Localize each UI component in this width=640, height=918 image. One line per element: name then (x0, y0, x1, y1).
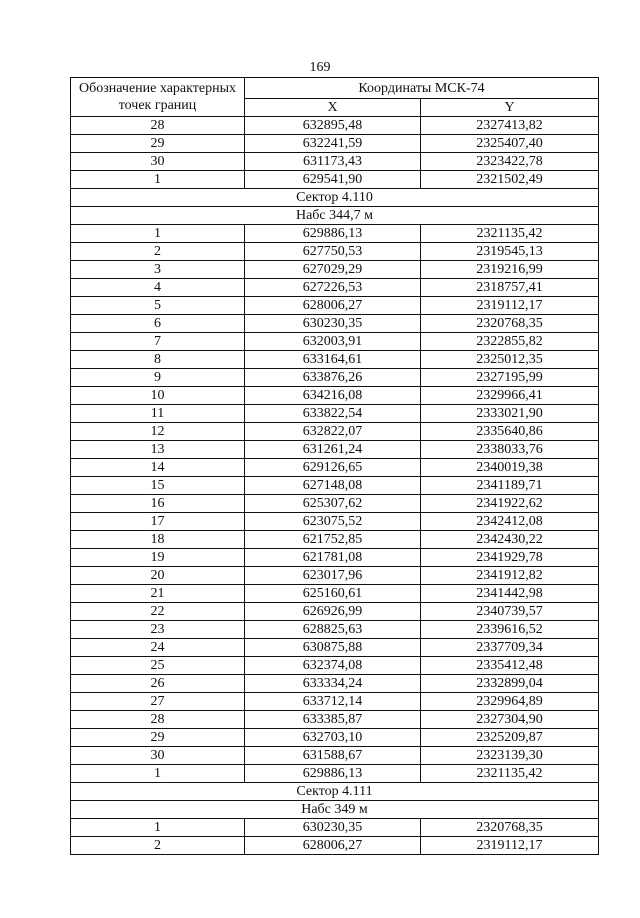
coord-y: 2325209,87 (421, 729, 599, 747)
point-number: 2 (71, 243, 245, 261)
coord-y: 2332899,04 (421, 675, 599, 693)
table-row (71, 297, 599, 315)
section-label: Сектор 4.110 (71, 189, 599, 207)
table-row (71, 477, 599, 495)
table-row (71, 135, 599, 153)
point-number: 20 (71, 567, 245, 585)
table-row (71, 333, 599, 351)
table-body (71, 117, 599, 855)
point-number: 28 (71, 711, 245, 729)
coord-y: 2320768,35 (421, 315, 599, 333)
coord-y: 2327304,90 (421, 711, 599, 729)
coord-x: 625160,61 (245, 585, 421, 603)
coord-x: 633712,14 (245, 693, 421, 711)
table-row (71, 567, 599, 585)
point-number: 24 (71, 639, 245, 657)
table-row (71, 387, 599, 405)
coord-y: 2325012,35 (421, 351, 599, 369)
coord-x: 633334,24 (245, 675, 421, 693)
coord-y: 2319112,17 (421, 837, 599, 855)
point-number: 7 (71, 333, 245, 351)
point-number: 22 (71, 603, 245, 621)
table-row (71, 639, 599, 657)
coord-x: 631261,24 (245, 441, 421, 459)
table-row (71, 423, 599, 441)
header-points: Обозначение характерных точек границ (71, 78, 245, 117)
point-number: 29 (71, 135, 245, 153)
coord-y: 2341189,71 (421, 477, 599, 495)
table-row (71, 549, 599, 567)
table-row (71, 765, 599, 783)
point-number: 29 (71, 729, 245, 747)
coord-y: 2341912,82 (421, 567, 599, 585)
coord-y: 2323139,30 (421, 747, 599, 765)
point-number: 8 (71, 351, 245, 369)
coord-x: 628006,27 (245, 297, 421, 315)
point-number: 5 (71, 297, 245, 315)
point-number: 1 (71, 225, 245, 243)
table-row (71, 837, 599, 855)
table-row (71, 621, 599, 639)
coord-y: 2320768,35 (421, 819, 599, 837)
coord-x: 629886,13 (245, 225, 421, 243)
point-number: 17 (71, 513, 245, 531)
point-number: 1 (71, 819, 245, 837)
coord-y: 2342412,08 (421, 513, 599, 531)
table-row (71, 585, 599, 603)
point-number: 21 (71, 585, 245, 603)
coord-y: 2340739,57 (421, 603, 599, 621)
coord-y: 2319216,99 (421, 261, 599, 279)
section-row (71, 189, 599, 207)
coord-x: 621752,85 (245, 531, 421, 549)
point-number: 6 (71, 315, 245, 333)
table-row (71, 657, 599, 675)
coord-y: 2339616,52 (421, 621, 599, 639)
point-number: 12 (71, 423, 245, 441)
coord-x: 627750,53 (245, 243, 421, 261)
point-number: 23 (71, 621, 245, 639)
coord-x: 634216,08 (245, 387, 421, 405)
table-row (71, 405, 599, 423)
coord-x: 629126,65 (245, 459, 421, 477)
point-number: 4 (71, 279, 245, 297)
table-row (71, 243, 599, 261)
coord-x: 632822,07 (245, 423, 421, 441)
coord-x: 628825,63 (245, 621, 421, 639)
section-row (71, 207, 599, 225)
coord-y: 2341929,78 (421, 549, 599, 567)
point-number: 18 (71, 531, 245, 549)
section-row (71, 801, 599, 819)
point-number: 30 (71, 747, 245, 765)
coord-y: 2341922,62 (421, 495, 599, 513)
section-label: Набс 349 м (71, 801, 599, 819)
table-row (71, 603, 599, 621)
coord-y: 2335412,48 (421, 657, 599, 675)
coordinates-table (70, 77, 599, 855)
coord-x: 631588,67 (245, 747, 421, 765)
coord-y: 2321135,42 (421, 225, 599, 243)
header-coordinates: Координаты МСК-74 (245, 78, 599, 99)
coord-x: 632703,10 (245, 729, 421, 747)
coord-x: 633385,87 (245, 711, 421, 729)
coord-x: 627226,53 (245, 279, 421, 297)
table-row (71, 513, 599, 531)
coord-y: 2338033,76 (421, 441, 599, 459)
point-number: 9 (71, 369, 245, 387)
table-row (71, 819, 599, 837)
point-number: 15 (71, 477, 245, 495)
coord-y: 2329966,41 (421, 387, 599, 405)
coord-x: 631173,43 (245, 153, 421, 171)
point-number: 30 (71, 153, 245, 171)
header-x: X (245, 99, 421, 117)
coord-y: 2333021,90 (421, 405, 599, 423)
coord-x: 623075,52 (245, 513, 421, 531)
section-label: Сектор 4.111 (71, 783, 599, 801)
table-row (71, 693, 599, 711)
header-y: Y (421, 99, 599, 117)
coord-x: 633822,54 (245, 405, 421, 423)
table-row (71, 315, 599, 333)
table-row (71, 729, 599, 747)
coord-x: 632374,08 (245, 657, 421, 675)
point-number: 10 (71, 387, 245, 405)
table-row (71, 747, 599, 765)
coord-x: 632241,59 (245, 135, 421, 153)
table-row (71, 279, 599, 297)
point-number: 27 (71, 693, 245, 711)
coord-y: 2319112,17 (421, 297, 599, 315)
table-row (71, 171, 599, 189)
table-row (71, 225, 599, 243)
coord-x: 629886,13 (245, 765, 421, 783)
point-number: 1 (71, 765, 245, 783)
coord-y: 2321502,49 (421, 171, 599, 189)
table-row (71, 711, 599, 729)
coord-x: 632003,91 (245, 333, 421, 351)
point-number: 11 (71, 405, 245, 423)
point-number: 1 (71, 171, 245, 189)
table-row (71, 459, 599, 477)
coord-y: 2341442,98 (421, 585, 599, 603)
coord-x: 630230,35 (245, 819, 421, 837)
coord-x: 621781,08 (245, 549, 421, 567)
table-row (71, 117, 599, 135)
coord-y: 2321135,42 (421, 765, 599, 783)
coord-x: 632895,48 (245, 117, 421, 135)
table-row (71, 369, 599, 387)
point-number: 14 (71, 459, 245, 477)
coord-x: 633876,26 (245, 369, 421, 387)
coord-x: 633164,61 (245, 351, 421, 369)
coord-x: 625307,62 (245, 495, 421, 513)
point-number: 25 (71, 657, 245, 675)
coord-y: 2322855,82 (421, 333, 599, 351)
coord-y: 2327413,82 (421, 117, 599, 135)
table-row (71, 441, 599, 459)
coord-y: 2337709,34 (421, 639, 599, 657)
point-number: 3 (71, 261, 245, 279)
coord-x: 628006,27 (245, 837, 421, 855)
coord-x: 630230,35 (245, 315, 421, 333)
point-number: 13 (71, 441, 245, 459)
coord-x: 629541,90 (245, 171, 421, 189)
page-number: 169 (309, 60, 331, 75)
point-number: 2 (71, 837, 245, 855)
section-row (71, 783, 599, 801)
table-row (71, 531, 599, 549)
table-row (71, 351, 599, 369)
coord-y: 2342430,22 (421, 531, 599, 549)
coord-y: 2323422,78 (421, 153, 599, 171)
point-number: 26 (71, 675, 245, 693)
point-number: 19 (71, 549, 245, 567)
coord-y: 2335640,86 (421, 423, 599, 441)
table-row (71, 495, 599, 513)
coord-y: 2325407,40 (421, 135, 599, 153)
coord-x: 627148,08 (245, 477, 421, 495)
table-row (71, 675, 599, 693)
coord-x: 630875,88 (245, 639, 421, 657)
table-row (71, 153, 599, 171)
coord-y: 2318757,41 (421, 279, 599, 297)
coord-y: 2327195,99 (421, 369, 599, 387)
point-number: 16 (71, 495, 245, 513)
section-label: Набс 344,7 м (71, 207, 599, 225)
coord-y: 2329964,89 (421, 693, 599, 711)
coord-y: 2340019,38 (421, 459, 599, 477)
coord-x: 627029,29 (245, 261, 421, 279)
coord-x: 623017,96 (245, 567, 421, 585)
point-number: 28 (71, 117, 245, 135)
coord-x: 626926,99 (245, 603, 421, 621)
coord-y: 2319545,13 (421, 243, 599, 261)
table-row (71, 261, 599, 279)
